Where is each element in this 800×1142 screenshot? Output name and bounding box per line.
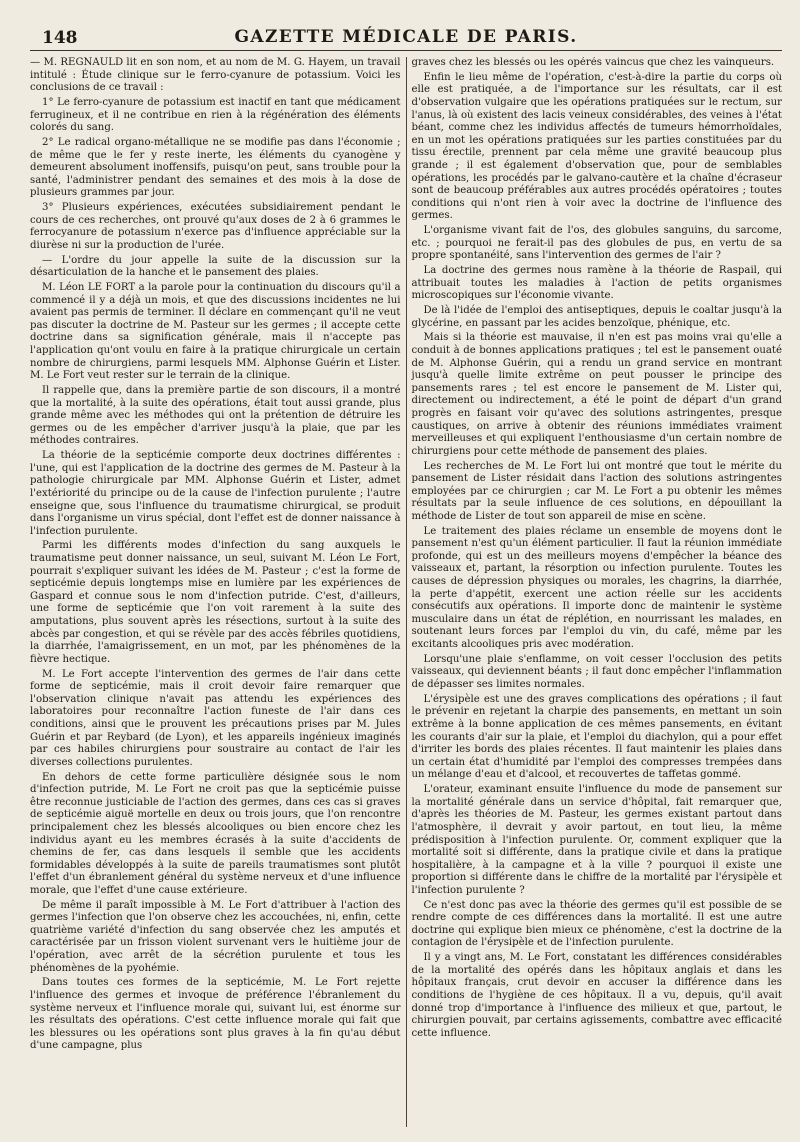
two-column-body [30,57,782,1127]
paragraph: Il rappelle que, dans la première partie de son discours, il a montré que la mortalité, à la suite des opérations, était tout aussi grande, plus grande même avec les méthodes qui ont la prétention de détruire les germes ou de les empêcher d'arriver jusqu'à la plaie, que par les méthodes contraires. [30,384,401,447]
paragraph: M. Léon LE FORT a la parole pour la continuation du discours qu'il a commencé il y a déjà un mois, et que des discussions incidentes ne lui avaient pas permis de terminer. Il déclare en commençant qu'il ne veut pas discuter la doctrine de M. Pasteur sur les germes ; il accepte cette doctrine dans sa signification générale, mais il n'accepte pas l'application qu'ont voulu en faire à la pratique chirurgicale un certain nombre de chirurgiens, parmi lesquels MM. Alphonse Guérin et Lister. M. Le Fort veut rester sur le terrain de la clinique. [30,282,401,382]
page-number: 148 [42,28,78,48]
right-column [411,57,782,1127]
paragraph: Parmi les différents modes d'infection du sang auxquels le traumatisme peut donner naissance, un seul, suivant M. Léon Le Fort, pourrait s'expliquer suivant les idées de M. Pasteur ; c'est la forme de septicémie depuis longtemps mise en lumière par les expériences de Gaspard et connue sous le nom d'infection putride. C'est, d'ailleurs, une forme de septicémie que l'on voit rarement à la suite des amputations, plus souvent après les résections, surtout à la suite des abcès par congestion, et qui se révèle par des accès fébriles quotidiens, la diarrhée, l'amaigrissement, en un mot, par les phénomènes de la fièvre hectique. [30,540,401,665]
paragraph: En dehors de cette forme particulière désignée sous le nom d'infection putride, M. Le Fort ne croit pas que la septicémie puisse être reconnue justiciable de l'action des germes, dans ces cas si graves de septicémie aiguë mortelle en deux ou trois jours, que l'on rencontre principalement chez les blessés alcooliques ou bien encore chez les individus ayant eu les membres écrasés à la suite d'accidents de chemins de fer, cas dans lesquels il semble que les accidents formidables développés à la suite de pareils traumatismes sont plutôt l'effet d'un ébranlement général du système nerveux et d'une influence morale, que l'effet d'une cause extérieure. [30,771,401,896]
paragraph: La théorie de la septicémie comporte deux doctrines différentes : l'une, qui est l'application de la doctrine des germes de M. Pasteur à la pathologie chirurgicale par MM. Alphonse Guérin et Lister, admet l'extériorité du principe ou de la cause de l'infection purulente ; l'autre enseigne que, sous l'influence du traumatisme chirurgical, se produit dans l'organisme un virus spécial, dont l'effet est de donner naissance à l'infection purulente. [30,450,401,537]
paragraph: La doctrine des germes nous ramène à la théorie de Raspail, qui attribuait toutes les maladies à l'action de petits organismes microscopiques sur l'économie vivante. [411,265,782,302]
paragraph: L'érysipèle est une des graves complications des opérations ; il faut le prévenir en rejetant la charpie des pansements, en mettant un soin extrême à la bonne application de ces mêmes pansements, en évitant les courants d'air sur la plaie, et l'emploi du diachylon, qui a pour effet d'irriter les bords des plaies récentes. Il faut maintenir les plaies dans un certain état d'humidité par l'emploi des compresses trempées dans un mélange d'eau et d'alcool, et recouvertes de taffetas gommé. [411,693,782,781]
paragraph: L'organisme vivant fait de l'os, des globules sanguins, du sarcome, etc. ; pourquoi ne ferait-il pas des globules de pus, en vertu de sa propre spontanéité, sans l'intervention des germes de l'air ? [411,225,782,262]
paragraph: De là l'idée de l'emploi des antiseptiques, depuis le coaltar jusqu'à la glycérine, en passant par les acides benzoïque, phénique, etc. [411,305,782,329]
running-title: GAZETTE MÉDICALE DE PARIS. [234,27,578,47]
paragraph: Dans toutes ces formes de la septicémie, M. Le Fort rejette l'influence des germes et invoque de préférence l'ébranlement du système nerveux et l'influence morale qui, suivant lui, est énorme sur les résultats des opérations. C'est cette influence morale qui fait que les blessures ou les opérations sont plus graves à la fin qu'au début d'une campagne, plus [30,977,401,1052]
paragraph: Les recherches de M. Le Fort lui ont montré que tout le mérite du pansement de Lister résidait dans l'action des solutions astringentes employées par ce chirurgien ; car M. Le Fort a pu obtenir les mêmes résultats par la seule influence de ces solutions, en dépouillant la méthode de Lister de tout son appareil de mise en scène. [411,460,782,522]
left-column [30,57,401,1127]
paragraph: — L'ordre du jour appelle la suite de la discussion sur la désarticulation de la hanche et le pansement des plaies. [30,254,401,279]
paragraph: Lorsqu'une plaie s'enflamme, on voit cesser l'occlusion des petits vaisseaux, qui deviennent béants ; il faut donc empêcher l'inflammation de dépasser ses limites normales. [411,653,782,690]
paragraph: 1° Le ferro-cyanure de potassium est inactif en tant que médicament ferrugineux, et il ne contribue en rien à la régénération des éléments colorés du sang. [30,96,401,134]
paragraph: L'orateur, examinant ensuite l'influence du mode de pansement sur la mortalité générale dans un service d'hôpital, fait remarquer que, d'après les théories de M. Pasteur, les germes existant partout dans l'atmosphère, il devrait y avoir partout, en tout lieu, la même prédisposition à l'infection purulente. Or, comment expliquer que la mortalité soit si différente, dans la pratique civile et dans la pratique hospitalière, à la campagne et à la ville ? pourquoi il existe une proportion si différente dans le chiffre de la mortalité par l'érysipèle et l'infection purulente ? [411,784,782,896]
paragraph: De même il paraît impossible à M. Le Fort d'attribuer à l'action des germes l'infection que l'on observe chez les accouchées, ni, enfin, cette quatrième variété d'infection du sang observée chez les amputés et caractérisée par un frisson violent survenant vers le huitième jour de l'opération, avec arrêt de la sécrétion purulente et tous les phénomènes de la pyohémie. [30,899,401,974]
paragraph: 2° Le radical organo-métallique ne se modifie pas dans l'économie ; de même que le fer y reste inerte, les éléments du cyanogène y demeurent absolument inoffensifs, puisqu'on peut, sans trouble pour la santé, l'administrer pendant des semaines et des mois à la dose de plusieurs grammes par jour. [30,136,401,199]
paragraph: — M. REGNAULD lit en son nom, et au nom de M. G. Hayem, un travail intitulé : Étude clinique sur le ferro-cyanure de potassium. Voici les conclusions de ce travail : [30,57,401,94]
paragraph: Enfin le lieu même de l'opération, c'est-à-dire la partie du corps où elle est pratiquée, a de l'importance sur les résultats, car il est d'observation vulgaire que les opérations pratiquées sur le rectum, sur l'anus, là où existent des lacis veineux considérables, des veines à l'état béant, comme chez les individus affectés de tumeurs hémorrhoïdales, en un mot les opérations pratiquées sur les parties constituées par du tissu érectile, prennent par cela même une gravité beaucoup plus grande ; il est également d'observation que, pour de semblables opérations, les procédés par le galvano-cautère et la chaîne d'écraseur sont de beaucoup préférables aux autres procédés opératoires ; toutes conditions qui n'ont rien à voir avec la doctrine de l'influence des germes. [411,71,782,222]
paragraph: Le traitement des plaies réclame un ensemble de moyens dont le pansement n'est qu'un élément particulier. Il faut la réunion immédiate profonde, qui est un des meilleurs moyens d'empêcher la béance des vaisseaux et, partant, la résorption ou infection purulente. Toutes les causes de dépression physiques ou morales, les chagrins, la diarrhée, la perte d'appétit, exercent une action réelle sur les accidents consécutifs aux opérations. Il importe donc de maintenir le système musculaire dans un état de réplétion, en nourrissant les malades, en soutenant leurs forces par l'emploi du vin, du café, même par les excitants alcooliques pris avec modération. [411,525,782,651]
paragraph: 3° Plusieurs expériences, exécutées subsidiairement pendant le cours de ces recherches, ont prouvé qu'aux doses de 2 à 6 grammes le ferrocyanure de potassium n'exerce pas d'influence appréciable sur la diurèse ni sur la production de l'urée. [30,202,401,251]
page-header [30,22,782,51]
paragraph: graves chez les blessés ou les opérés vaincus que chez les vainqueurs. [411,57,775,68]
paragraph: M. Le Fort accepte l'intervention des germes de l'air dans cette forme de septicémie, mais il croit devoir faire remarquer que l'observation clinique n'avait pas attendu les expériences des laboratoires pour reconnaître l'action funeste de l'air dans ces conditions, ainsi que le prouvent les précautions prises par M. Jules Guérin et par Reybard (de Lyon), et les appareils ingénieux imaginés par ces habiles chirurgiens pour soustraire au contact de l'air les diverses collections purulentes. [30,668,401,768]
paragraph: Mais si la théorie est mauvaise, il n'en est pas moins vrai qu'elle a conduit à de bonnes applications pratiques ; tel est le pansement ouaté de M. Alphonse Guérin, qui a rendu un grand service en montrant jusqu'à quelle limite extrême on peut pousser le principe des pansements rares ; tel est encore le pansement de M. Lister qui, directement ou indirectement, a été le point de départ d'un grand progrès en faisant voir qu'avec des solutions astringentes, presque caustiques, on arrive à obtenir des réunions immédiates vraiment merveilleuses et qui expliquent l'enthousiasme d'un certain nombre de chirurgiens pour cette méthode de pansement des plaies. [411,332,782,457]
paragraph: Il y a vingt ans, M. Le Fort, constatant les différences considérables de la mortalité des opérés dans les hôpitaux anglais et dans les hôpitaux français, crut devoir en accuser la différence dans les conditions de l'hygiène de ces hôpitaux. Il a vu, depuis, qu'il avait donné trop d'importance à l'influence des milieux et que, partout, le chirurgien pouvait, par certains agissements, combattre avec efficacité cette influence. [411,952,782,1039]
paragraph: Ce n'est donc pas avec la théorie des germes qu'il est possible de se rendre compte de ces différences dans la mortalité. Il est une autre doctrine qui explique bien mieux ce phénomène, c'est la doctrine de la contagion de l'érysipèle et de l'infection purulente. [411,899,782,949]
column-divider [406,57,407,1127]
